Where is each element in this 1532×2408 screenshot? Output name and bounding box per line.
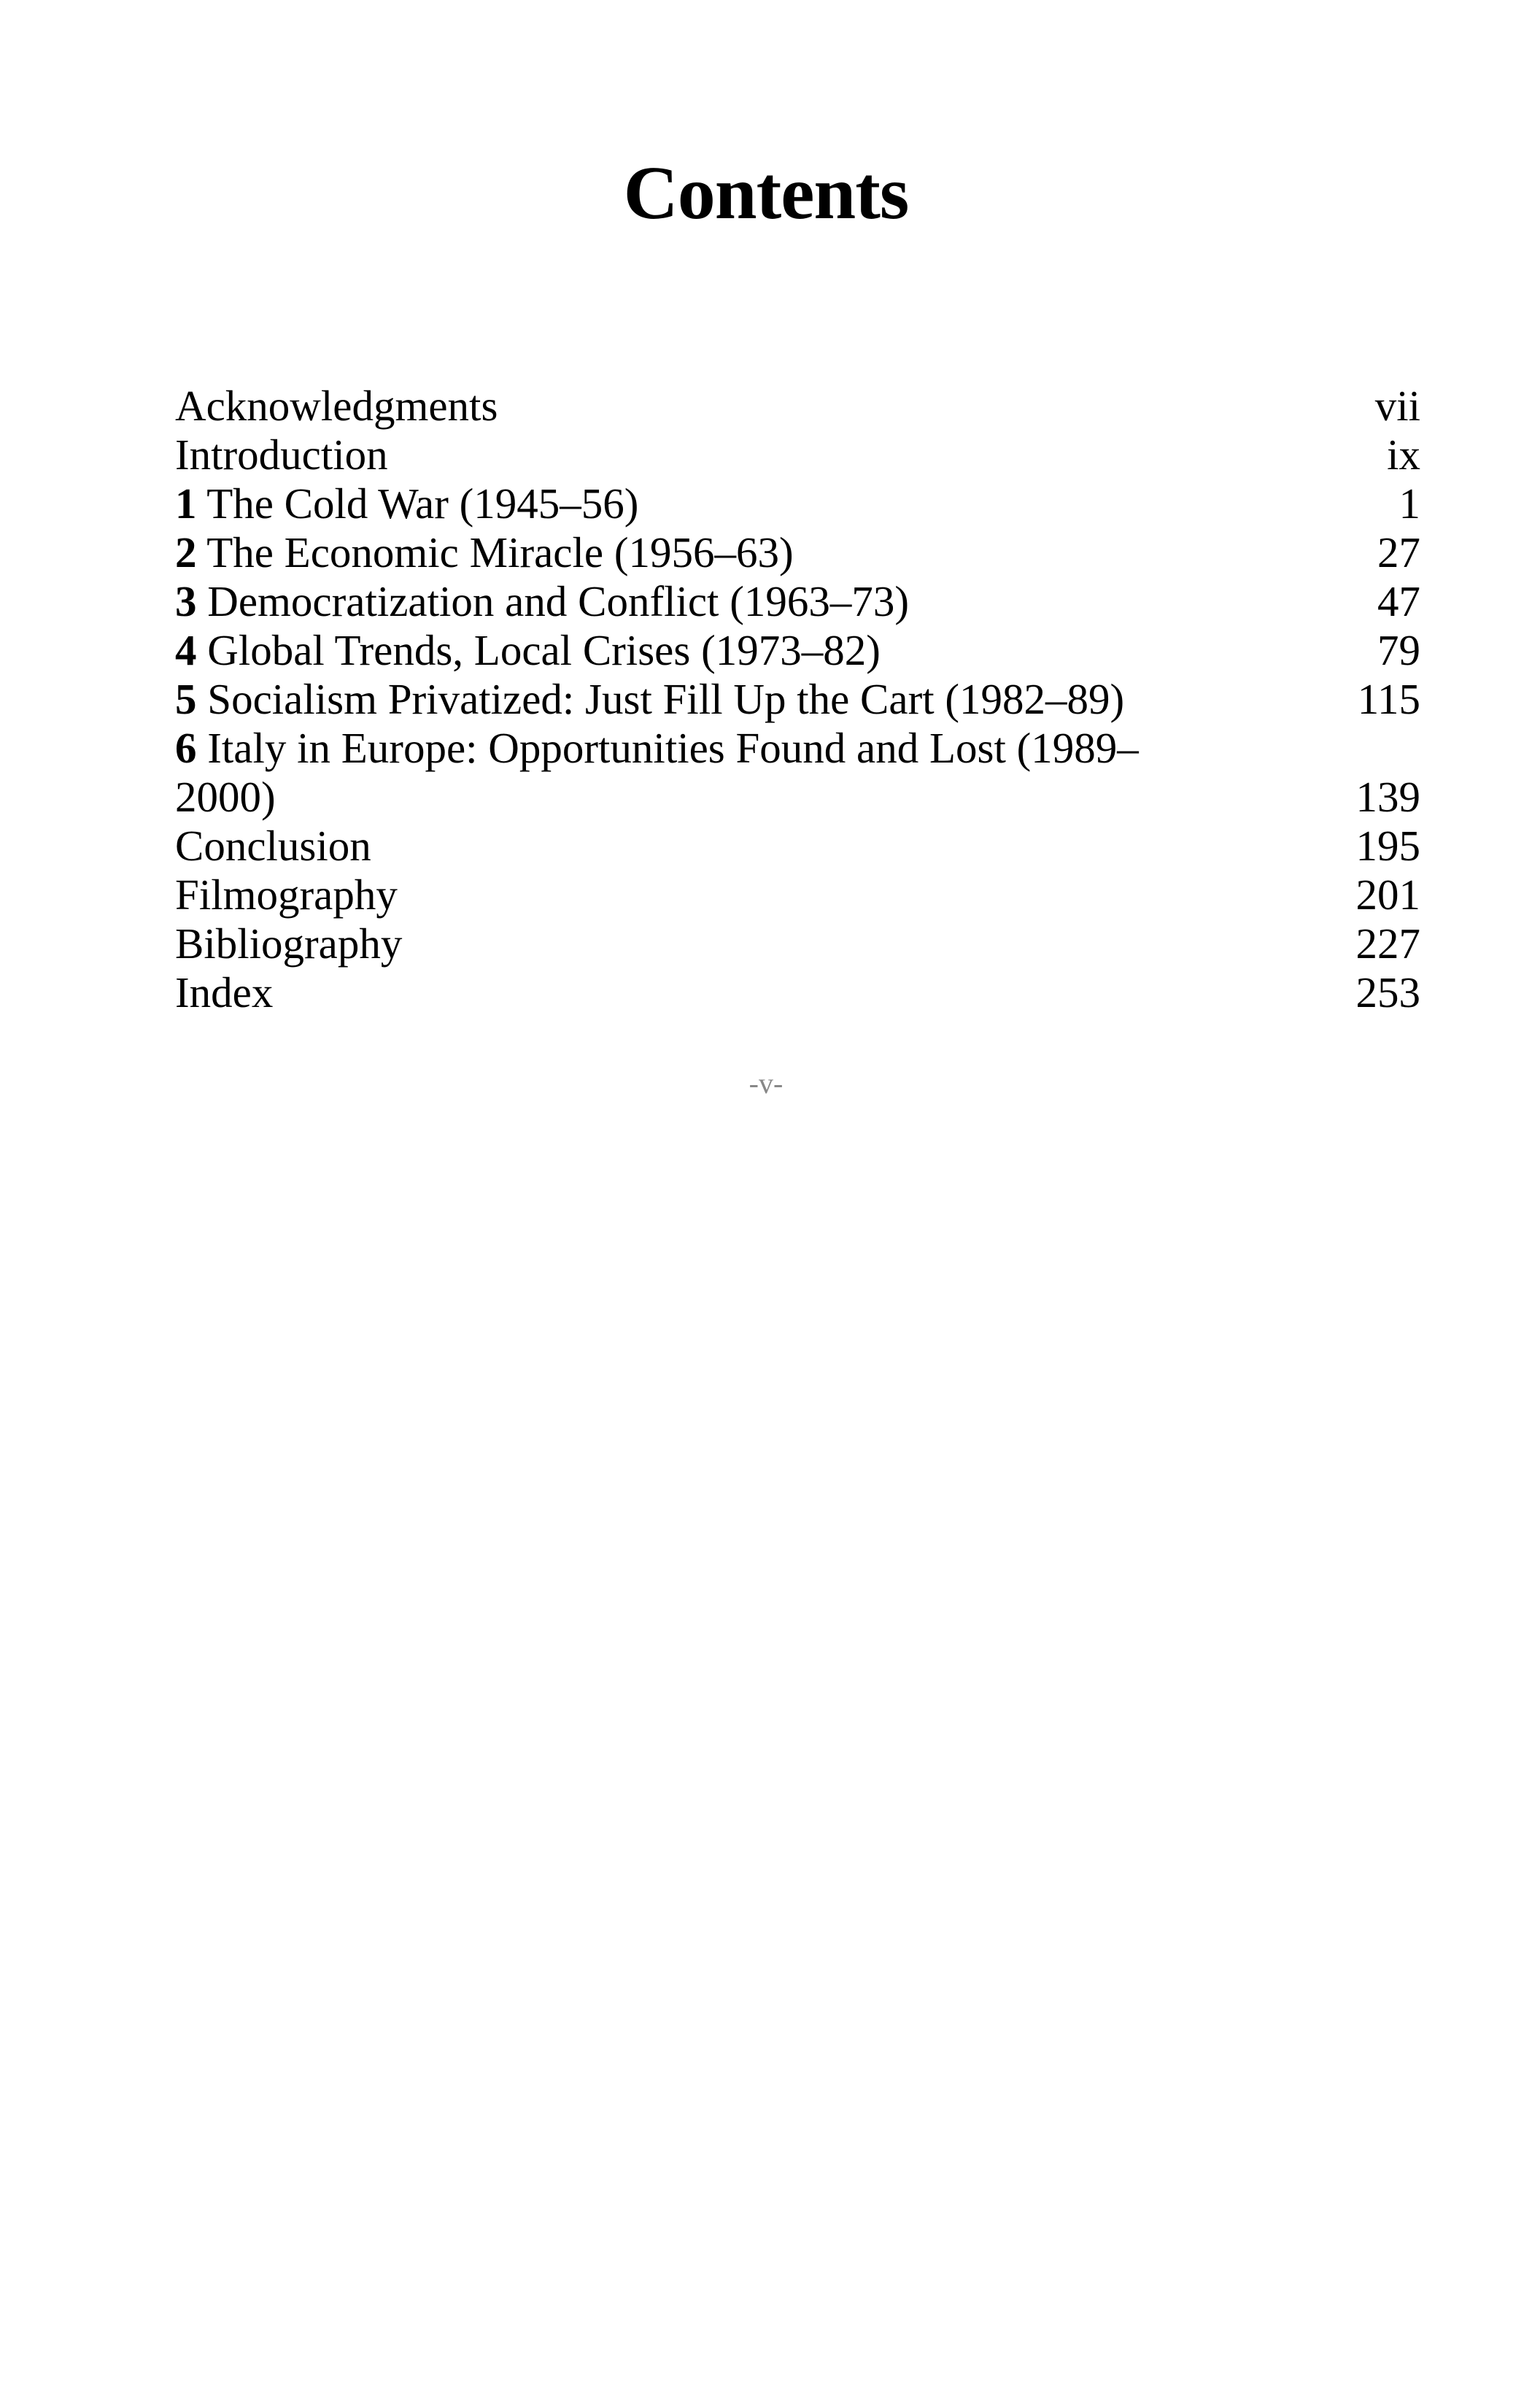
page-title: Contents — [623, 151, 909, 235]
toc-page-number: vii — [1374, 382, 1420, 430]
toc-entry — [175, 675, 1420, 724]
toc-entry-text — [175, 382, 498, 431]
toc-entry — [175, 528, 1420, 577]
toc-entry-title: Socialism Privatized: Just Fill Up the Cart (1982–89) — [207, 675, 1125, 723]
toc-entry-title: Italy in Europe: Opportunities Found and Lost (1989–2000) — [175, 724, 1139, 821]
toc-page-number: 1 — [1398, 479, 1420, 528]
toc-entry-title: Index — [175, 968, 274, 1016]
toc-entry-text — [175, 479, 638, 528]
table-of-contents — [175, 382, 1420, 1017]
toc-page-number: 115 — [1357, 675, 1420, 723]
toc-entry — [175, 479, 1420, 528]
toc-page-number: 139 — [1355, 773, 1420, 821]
toc-entry-text — [175, 822, 371, 871]
toc-entry — [175, 431, 1420, 479]
toc-page-number: 195 — [1355, 822, 1420, 870]
toc-page-number: ix — [1387, 431, 1420, 479]
toc-page-number: 47 — [1377, 577, 1420, 625]
toc-page-number: 201 — [1355, 871, 1420, 919]
toc-entry-title: Democratization and Conflict (1963–73) — [207, 577, 909, 625]
toc-page-number: 253 — [1355, 968, 1420, 1016]
toc-entry-title: Conclusion — [175, 822, 371, 870]
toc-entry-title: The Economic Miracle (1956–63) — [206, 528, 794, 576]
toc-chapter-number: 5 — [175, 675, 197, 723]
toc-entry — [175, 968, 1420, 1017]
toc-chapter-number: 2 — [175, 528, 197, 576]
toc-entry — [175, 382, 1420, 431]
toc-entry-title: The Cold War (1945–56) — [206, 479, 639, 528]
toc-page-number: 79 — [1377, 626, 1420, 674]
toc-entry-text — [175, 577, 909, 626]
toc-entry — [175, 724, 1420, 822]
toc-entry — [175, 626, 1420, 675]
toc-entry-text — [175, 724, 1167, 822]
toc-entry-text — [175, 626, 881, 675]
toc-entry-title: Bibliography — [175, 919, 403, 968]
toc-chapter-number: 4 — [175, 626, 197, 674]
toc-page-number: 27 — [1377, 528, 1420, 576]
toc-page-number: 227 — [1355, 919, 1420, 968]
toc-chapter-number: 6 — [175, 724, 197, 772]
toc-entry — [175, 822, 1420, 871]
toc-entry-text — [175, 528, 794, 577]
toc-entry — [175, 871, 1420, 919]
toc-entry-title: Global Trends, Local Crises (1973–82) — [207, 626, 881, 674]
toc-chapter-number: 1 — [175, 479, 197, 528]
toc-entry-text — [175, 431, 388, 479]
toc-entry-title: Introduction — [175, 431, 388, 479]
toc-entry-title: Filmography — [175, 871, 398, 919]
toc-chapter-number: 3 — [175, 577, 197, 625]
toc-entry — [175, 577, 1420, 626]
toc-entry-text — [175, 919, 402, 968]
page-folio: -v- — [748, 1067, 784, 1100]
toc-entry-text — [175, 675, 1124, 724]
toc-entry — [175, 919, 1420, 968]
toc-entry-text — [175, 968, 273, 1017]
toc-entry-text — [175, 871, 398, 919]
toc-entry-title: Acknowledgments — [175, 382, 498, 430]
